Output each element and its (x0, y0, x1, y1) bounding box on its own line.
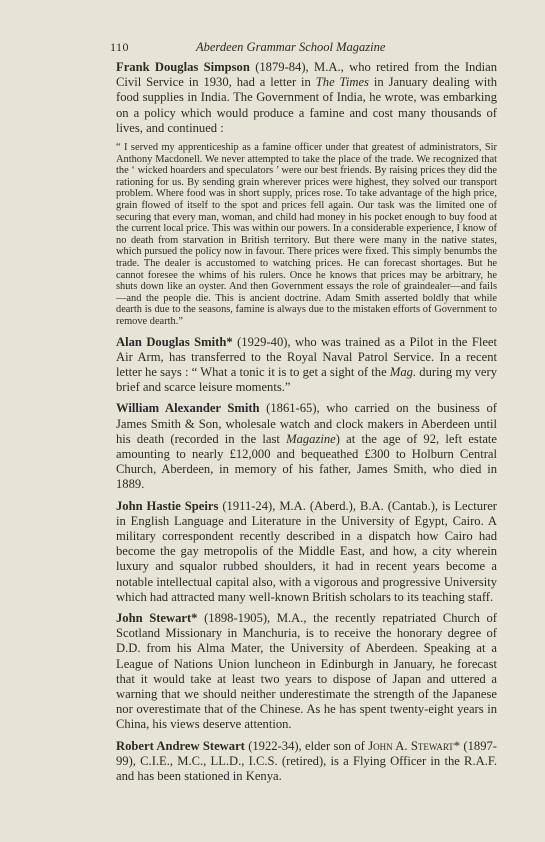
entry-text: (1929-40), who was trained as a Pilot in the Fleet Air Arm, has transferred to the Royal Naval Patrol Service. In a recent letter he says : “ What a tonic it is to get a sight of the (116, 334, 497, 379)
entry-alan-smith (116, 335, 497, 396)
entry-italic: The Times (315, 75, 369, 90)
page-number: 110 (110, 40, 130, 54)
entry-name: John Stewart* (116, 610, 198, 625)
block-quote: “ I served my apprenticeship as a famine officer under that greatest of administrators, Sir Anthony Macdonell. We never attempted to take the place of the trade. We recognized that the ‘ wicked hoarders and speculators ’ were our best friends. By raising prices they did the rationing for us. By sending grain wherever prices were highest, they solved our transport problem. Where food was in short supply, prices rose. To take advantage of the high price, grain flowed of itself to the spot and prices fell again. Our task was the limited one of securing that every man, woman, and child had money in his pocket enough to buy food at the current local price. This was within our powers. In a considerable experience, I know of no death from starvation in British territory. But there were many in the native states, which pursued the policy now in favour. There prices were fixed. This simply benumbs the trade. The dealer is accustomed to watching prices. He can forecast shortages. But he cannot foresee the whims of his rulers. Once he knows that prices may be arbitrary, he shuts down like an oyster. And then Government essays the role of graindealer—and fails—and the people die. This is ancient doctrine. Adam Smith asserted boldly that while dearth is due to the seasons, famine is always due to the mistaken efforts of Government to remove dearth.” (116, 142, 497, 327)
entry-name: Robert Andrew Stewart (116, 738, 245, 753)
entry-text: (1898-1905), M.A., the recently repatriated Church of Scotland Missionary in Manchuria, is to receive the honorary degree of D.D. from his Alma Mater, the University of Aberdeen. Speaking at a League of Nations Union luncheon in Edinburgh in January, he forecast that it would take at least two years to dispose of Japan and uttered a warning that we should neither underestimate the strength of the Japanese nor overestimate that of the Chinese. As he has spent twenty-eight years in China, his views deserve attention. (116, 610, 497, 732)
entry-smallcaps: John A. Stewart* (368, 738, 461, 753)
entry-text-continued: during my very brief and scarce leisure moments.” (116, 364, 498, 395)
entry-text: (1922-34), elder son of (244, 738, 369, 753)
entry-text: (1861-65), who carried on the business of James Smith & Son, wholesale watch and clock makers in Aberdeen until his death (recorded in the last (116, 401, 497, 446)
entry-text-continued: (1897-99), C.I.E., M.C., LL.D., I.C.S. (retired), is a Flying Officer in the R.A.F. and has been stationed in Kenya. (116, 738, 497, 783)
entry-italic: Mag. (389, 364, 417, 379)
entry-name: William Alexander Smith (116, 401, 260, 416)
entry-simpson (116, 60, 497, 136)
journal-title: Aberdeen Grammar School Magazine (196, 40, 386, 54)
entry-name: Alan Douglas Smith* (116, 334, 233, 349)
entry-text: (1911-24), M.A. (Aberd.), B.A. (Cantab.), is Lecturer in English Language and Literature in the University of Egypt, Cairo. A military correspondent recently described in a dispatch how Cairo had become the gay metropolis of the Middle East, and how, a city wherein luxury and squalor rubbed shoulders, it had in recent years become a notable intellectual capital also, with a vigorous and progressive University which had attracted many well-known British scholars to its teaching staff. (116, 498, 497, 604)
entry-name: John Hastie Speirs (116, 498, 219, 513)
entry-italic: Magazine (286, 431, 336, 446)
entry-robert-stewart (116, 739, 497, 785)
entry-name: Frank Douglas Simpson (116, 60, 250, 74)
entry-text-continued: in January dealing with food supplies in India. The Government of India, he wrote, was embarking on a policy which would produce a famine and cost many thousands of lives, and continued : (116, 75, 498, 135)
entry-william-smith (116, 401, 497, 492)
entry-text-continued: ) at the age of 92, left estate amounting to nearly £12,000 and bequeathed £300 to Holburn Central Church, Aberdeen, in memory of his father, James Smith, who died in 1889. (116, 431, 497, 492)
running-head (110, 40, 497, 60)
entry-speirs (116, 499, 497, 605)
entry-john-stewart (116, 611, 497, 733)
entry-text: (1879-84), M.A., who retired from the Indian Civil Service in 1930, had a letter in (116, 60, 497, 90)
